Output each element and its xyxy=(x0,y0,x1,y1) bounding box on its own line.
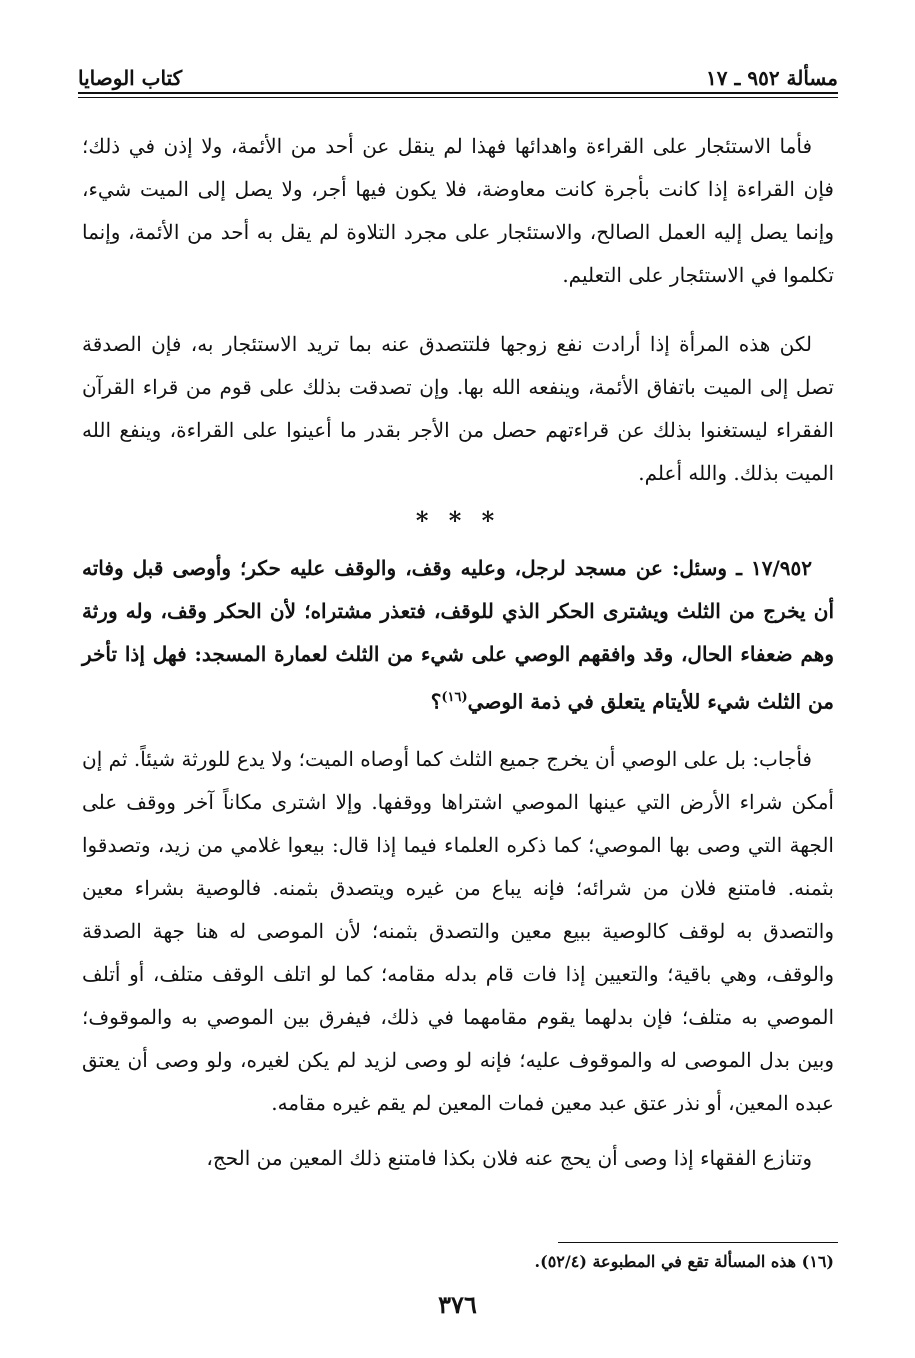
question-text: ١٧/٩٥٢ ـ وسئل: عن مسجد لرجل، وعليه وقف، والوقف عليه حكر؛ وأوصى قبل وفاته أن يخرج من الثلث ويشترى الحكر الذي للوقف، فتعذر مشتراه؛ لأن الحكر وقف، وله ورثة وهم ضعفاء الحال، وقد وافقهم الوصي على شيء من الثلث لعمارة المسجد: فهل إذا تأخر من الثلث شيء للأيتام يتعلق في ذمة الوصي xyxy=(82,556,834,714)
header-rule xyxy=(78,92,838,94)
header-book-title: كتاب الوصايا xyxy=(78,66,183,90)
footnote: (١٦) هذه المسألة تقع في المطبوعة (٥٢/٤). xyxy=(534,1252,834,1271)
answer-paragraph: فأجاب: بل على الوصي أن يخرج جميع الثلث كما أوصاه الميت؛ ولا يدع للورثة شيئاً. ثم إن أمكن شراء الأرض التي عينها الموصي اشتراها ووقفها. وإلا اشترى مكاناً آخر ووقف على الجهة التي وصى بها الموصي؛ كما ذكره العلماء فيما إذا قال: بيعوا غلامي من زيد، وتصدقوا بثمنه. فامتنع فلان من شرائه؛ فإنه يباع من غيره ويتصدق بثمنه. فالوصية بشراء معين والتصدق به لوقف كالوصية ببيع معين والتصدق بثمنه؛ لأن الموصى له هنا جهة الصدقة والوقف، وهي باقية؛ والتعيين إذا فات قام بدله مقامه؛ كما لو اتلف الوقف متلف، أو أتلف الموصي به متلف؛ فإن بدلهما يقوم مقامهما في ذلك، فيفرق بين الموصي به والموقوف؛ وبين بدل الموصى له والموقوف عليه؛ فإنه لو وصى لزيد لم يكن لغيره، ولو وصى أن يعتق عبده المعين، أو نذر عتق عبد معين فمات المعين لم يقم غيره مقامه. xyxy=(82,746,834,1115)
footnote-marker: (١٦) xyxy=(441,690,468,705)
page-number: ٣٧٦ xyxy=(438,1290,477,1319)
header-issue-number: مسألة ٩٥٢ ـ ١٧ xyxy=(706,66,838,90)
main-text xyxy=(82,125,834,1180)
paragraph-last: وتنازع الفقهاء إذا وصى أن يحج عنه فلان بكذا فامتنع ذلك المعين من الحج، xyxy=(206,1145,812,1170)
paragraph-2: لكن هذه المرأة إذا أرادت نفع زوجها فلتتصدق عنه بما تريد الاستئجار به، فإن الصدقة تصل إلى الميت باتفاق الأئمة، وينفعه الله بها. وإن تصدقت بذلك على قوم من قراء القرآن الفقراء ليستغنوا بذلك عن قراءتهم حصل من الأجر بقدر ما أعينوا على القراءة، وينفع الله الميت بذلك. والله أعلم. xyxy=(82,332,834,485)
section-separator: * * * xyxy=(415,506,501,535)
paragraph-1: فأما الاستئجار على القراءة واهدائها فهذا لم ينقل عن أحد من الأئمة، ولا إذن في ذلك؛ فإن القراءة إذا كانت بأجرة كانت معاوضة، فلا يكون فيها أجر، ولا يصل إلى الميت شيء، وإنما يصل إليه العمل الصالح، والاستئجار على مجرد التلاوة لم يقل به أحد من الأئمة، وإنما تكلموا في الاستئجار على التعليم. xyxy=(82,134,834,287)
question-paragraph xyxy=(82,547,834,724)
footnote-rule xyxy=(558,1242,838,1243)
header-rule-thin xyxy=(78,97,838,98)
running-header xyxy=(78,58,838,90)
question-end: ؟ xyxy=(430,689,442,714)
